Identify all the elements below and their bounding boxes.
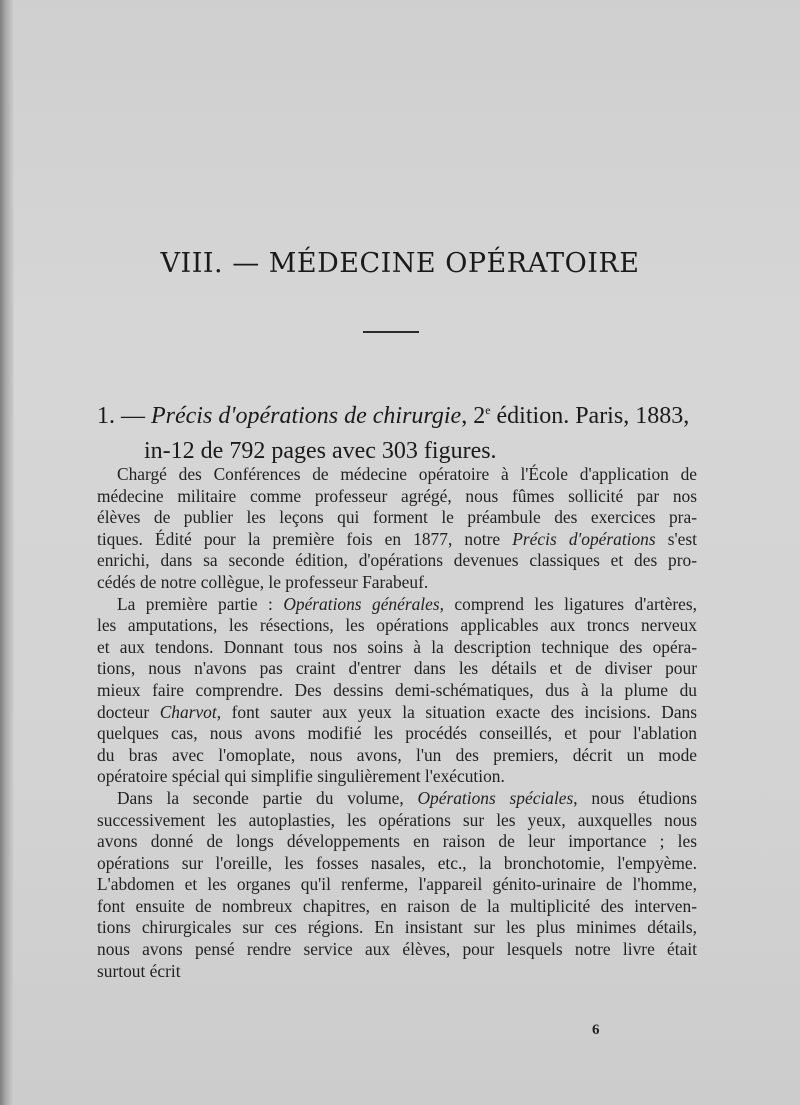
text-segment: Dans la seconde partie du volume, bbox=[117, 787, 418, 808]
text-line bbox=[97, 896, 697, 918]
text-segment: quelques cas, nous avons modifié les procédés conseillés, et pour l'ablation bbox=[97, 723, 697, 744]
text-segment: docteur bbox=[97, 701, 160, 722]
text-segment: du bras avec l'omoplate, nous avons, l'un des premiers, décrit un mode bbox=[97, 744, 697, 765]
text-segment: La première partie : bbox=[117, 593, 284, 614]
text-line bbox=[97, 961, 697, 983]
entry-number: 1. — bbox=[97, 403, 151, 429]
entry-heading-line-1 bbox=[97, 393, 737, 434]
entry-heading-line-2: in-12 de 792 pages avec 303 figures. bbox=[144, 438, 497, 464]
text-segment: élèves de publier les leçons qui forment le préambule des exercices pra- bbox=[97, 507, 697, 528]
page-left-edge-shadow bbox=[0, 0, 14, 1105]
text-segment: tions chirurgicales sur ces régions. En insistant sur les plus minimes détails, bbox=[97, 917, 697, 938]
text-line bbox=[97, 917, 697, 939]
text-line bbox=[97, 680, 697, 702]
text-segment: enrichi, dans sa seconde édition, d'opérations devenues classiques et des pro- bbox=[97, 550, 697, 571]
text-line bbox=[97, 507, 697, 529]
text-segment: , font sauter aux yeux la situation exacte des incisions. Dans bbox=[216, 701, 697, 722]
text-line bbox=[97, 529, 697, 551]
body-text bbox=[97, 464, 697, 982]
text-line bbox=[97, 572, 697, 594]
text-segment: cédés de notre collègue, le professeur Farabeuf. bbox=[97, 571, 429, 592]
text-segment: opérations sur l'oreille, les fosses nasales, etc., la bronchotomie, l'empyème. bbox=[97, 852, 697, 873]
text-line bbox=[97, 658, 697, 680]
text-segment: tions, nous n'avons pas craint d'entrer dans les détails et de diviser pour bbox=[97, 658, 697, 679]
text-segment: font ensuite de nombreux chapitres, en raison de la multiplicité des interven- bbox=[97, 895, 697, 916]
entry-heading bbox=[97, 393, 737, 469]
paragraph bbox=[97, 464, 697, 594]
text-line bbox=[97, 766, 697, 788]
chapter-title: VIII. — MÉDECINE OPÉRATOIRE bbox=[160, 248, 640, 279]
paragraph bbox=[97, 594, 697, 788]
italic-text: Charvot bbox=[159, 701, 217, 722]
text-segment: les amputations, les résections, les opérations applicables aux troncs nerveux bbox=[97, 615, 697, 636]
text-segment: médecine militaire comme professeur agrégé, nous fûmes sollicité par nos bbox=[97, 485, 697, 506]
text-line bbox=[97, 702, 697, 724]
entry-edition-rest: édition. Paris, 1883, bbox=[490, 403, 690, 429]
text-line bbox=[97, 831, 697, 853]
text-segment: tiques. Édité pour la première fois en 1877, notre bbox=[97, 528, 513, 549]
text-segment: successivement les autoplasties, les opérations sur les yeux, auxquelles nous bbox=[97, 809, 697, 830]
text-line bbox=[97, 853, 697, 875]
text-segment: nous avons pensé rendre service aux élèves, pour lesquels notre livre était bbox=[97, 939, 697, 960]
text-segment: Chargé des Conférences de médecine opératoire à l'École d'application de bbox=[117, 464, 697, 484]
italic-text: Opérations générales bbox=[283, 593, 440, 614]
text-segment: , comprend les ligatures d'artères, bbox=[439, 593, 697, 614]
text-segment: s'est bbox=[655, 528, 697, 549]
text-segment: L'abdomen et les organes qu'il renferme, l'appareil génito-urinaire de l'homme, bbox=[97, 874, 697, 895]
text-line bbox=[97, 594, 697, 616]
italic-text: Précis d'opérations bbox=[512, 528, 656, 549]
text-segment: opératoire spécial qui simplifie singulièrement l'exécution. bbox=[97, 766, 505, 787]
text-line bbox=[97, 723, 697, 745]
text-line bbox=[97, 745, 697, 767]
text-segment: et aux tendons. Donnant tous nos soins à la description technique des opéra- bbox=[97, 636, 697, 657]
text-line bbox=[97, 637, 697, 659]
text-line bbox=[97, 486, 697, 508]
text-line bbox=[97, 788, 697, 810]
text-line bbox=[97, 615, 697, 637]
title-separator-rule bbox=[363, 331, 419, 333]
text-segment: mieux faire comprendre. Des dessins demi-schématiques, dus à la plume du bbox=[97, 679, 697, 700]
text-segment: surtout écrit bbox=[97, 960, 181, 981]
text-line bbox=[97, 810, 697, 832]
text-line bbox=[97, 464, 697, 486]
paragraph bbox=[97, 788, 697, 982]
italic-text: Opérations spéciales bbox=[417, 787, 574, 808]
text-line bbox=[97, 874, 697, 896]
page-number: 6 bbox=[592, 1022, 600, 1038]
text-line bbox=[97, 939, 697, 961]
text-segment: avons donné de longs développements en raison de leur importance ; les bbox=[97, 831, 697, 852]
text-line bbox=[97, 550, 697, 572]
entry-title: Précis d'opérations de chirurgie bbox=[151, 403, 462, 429]
text-segment: , nous étudions bbox=[573, 787, 697, 808]
entry-edition-prefix: , 2 bbox=[461, 403, 486, 429]
entry-edition-superscript: e bbox=[485, 403, 491, 417]
